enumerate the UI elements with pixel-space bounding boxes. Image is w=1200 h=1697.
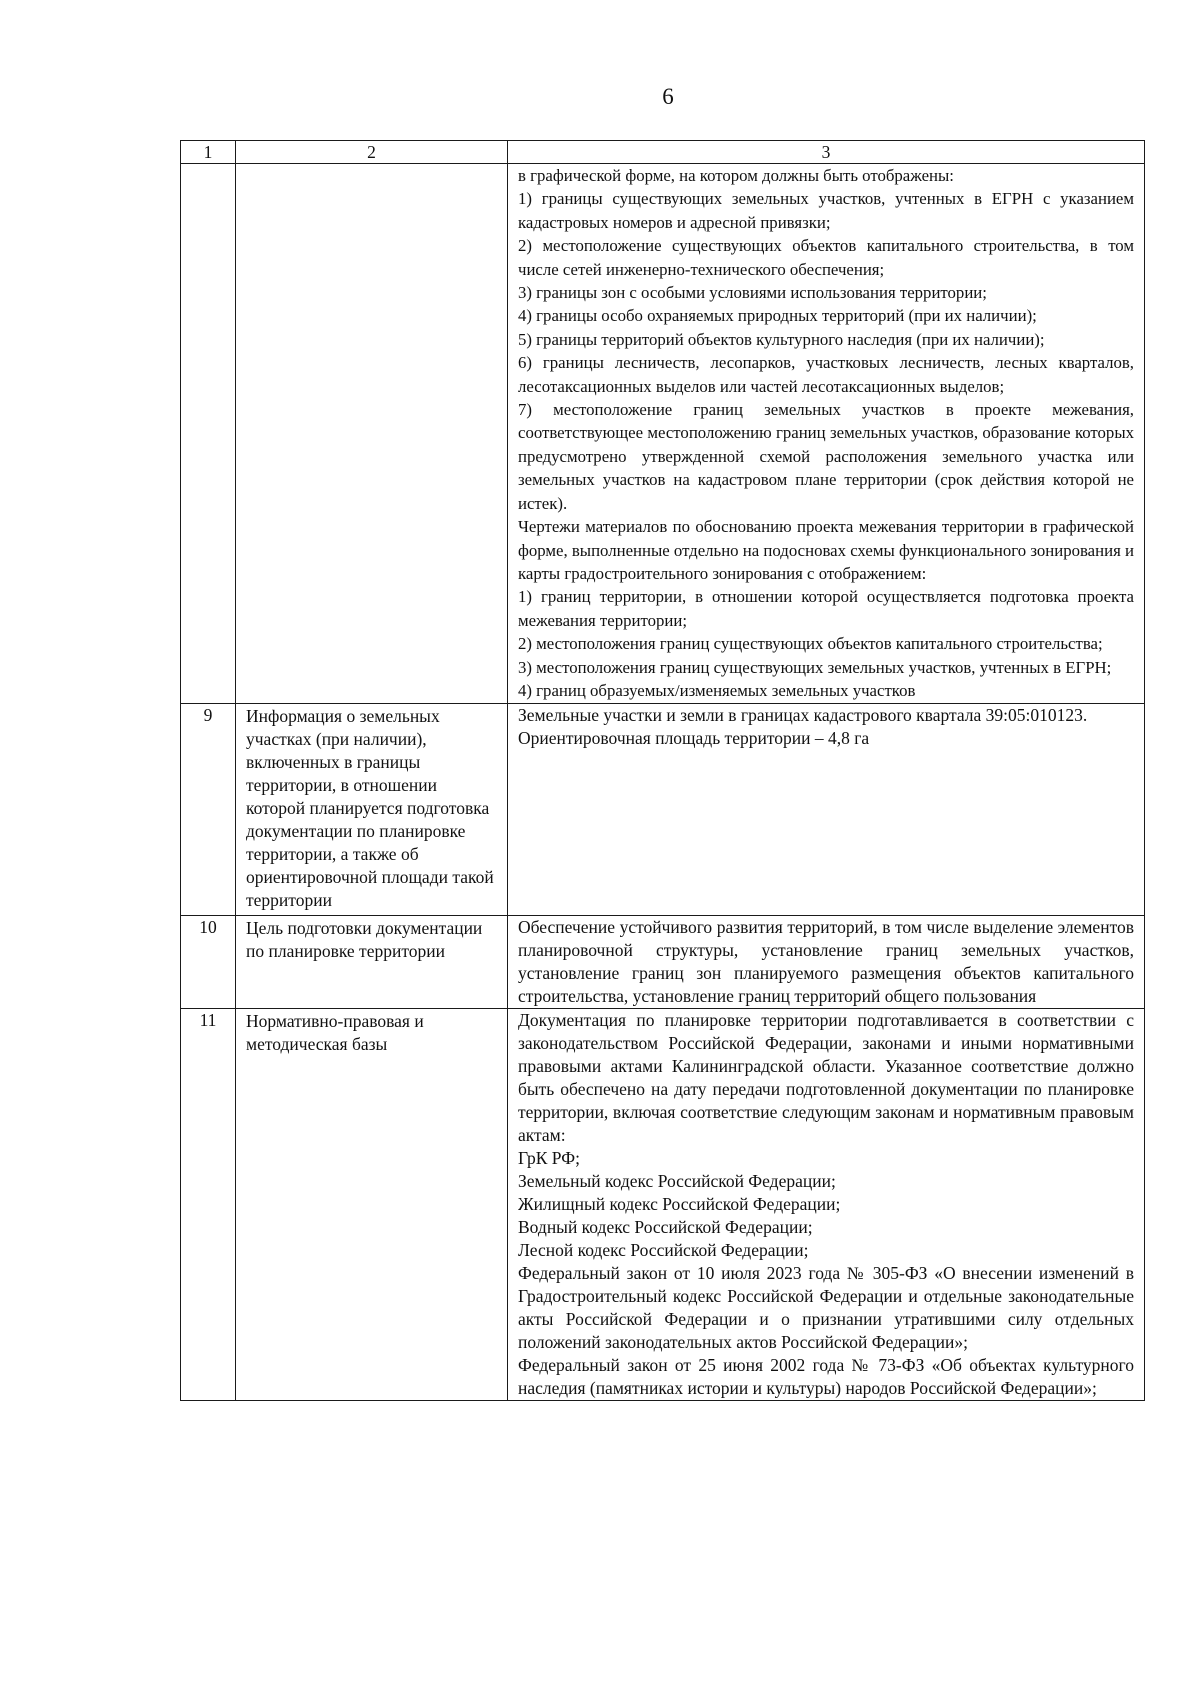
paragraph: Федеральный закон от 25 июня 2002 года № 73-ФЗ «Об объектах культурного наследия (памятниках истории и культуры) народов Российской Федерации»; bbox=[518, 1355, 1134, 1399]
paragraph: 3) местоположения границ существующих земельных участков, учтенных в ЕГРН; bbox=[518, 657, 1112, 677]
row-content bbox=[508, 704, 1145, 916]
row-content bbox=[508, 916, 1145, 1009]
paragraph: Земельные участки и земли в границах кадастрового квартала 39:05:010123. bbox=[518, 705, 1088, 726]
table-header-row bbox=[181, 141, 1145, 164]
paragraph: 2) местоположения границ существующих объектов капитального строительства; bbox=[518, 634, 1103, 654]
paragraph: 3) границы зон с особыми условиями использования территории; bbox=[518, 283, 987, 303]
paragraph: 1) границы существующих земельных участков, учтенных в ЕГРН с указанием кадастровых номеров и адресной привязки; bbox=[518, 189, 1134, 232]
row-number bbox=[181, 164, 236, 704]
paragraph: Федеральный закон от 10 июля 2023 года № 305-ФЗ «О внесении изменений в Градостроительный кодекс Российской Федерации и отдельные законодательные акты Российской Федерации и о признании утратившими силу отдельных положений законодательных актов Российской Федерации»; bbox=[518, 1263, 1134, 1353]
row-title: Цель подготовки документации по планировке территории bbox=[236, 916, 508, 1009]
paragraph: 5) границы территорий объектов культурного наследия (при их наличии); bbox=[518, 329, 1045, 349]
paragraph: 4) границы особо охраняемых природных территорий (при их наличии); bbox=[518, 306, 1037, 326]
paragraph: Документация по планировке территории подготавливается в соответствии с законодательством Российской Федерации, законами и иными нормативными правовыми актами Калининградской области. Указанное соответствие должно быть обеспечено на дату передачи подготовленной документации по планировке территории, включая соответствие следующим законам и нормативным правовым актам: bbox=[518, 1010, 1134, 1146]
paragraph: 2) местоположение существующих объектов капитального строительства, в том числе сетей инженерно-технического обеспечения; bbox=[518, 236, 1134, 279]
paragraph: Ориентировочная площадь территории – 4,8 га bbox=[518, 728, 870, 749]
row-title: Нормативно-правовая и методическая базы bbox=[236, 1009, 508, 1401]
paragraph: Земельный кодекс Российской Федерации; bbox=[518, 1171, 836, 1192]
table-row bbox=[181, 704, 1145, 916]
table-row bbox=[181, 916, 1145, 1009]
row-title: Информация о земельных участках (при наличии), включенных в границы территории, в отношении которой планируется подготовка документации по планировке территории, а также об ориентировочной площади такой территории bbox=[236, 704, 508, 916]
paragraph: 6) границы лесничеств, лесопарков, участковых лесничеств, лесных кварталов, лесотаксационных выделов или частей лесотаксационных выделов; bbox=[518, 353, 1134, 396]
paragraph: Обеспечение устойчивого развития территорий, в том числе выделение элементов планировочной структуры, установление границ земельных участков, установление границ зон планируемого размещения объектов капитального строительства, установление границ территорий общего пользования bbox=[518, 917, 1134, 1007]
header-col-2: 2 bbox=[236, 141, 508, 164]
paragraph: 4) границ образуемых/изменяемых земельных участков bbox=[518, 680, 916, 700]
table-row bbox=[181, 164, 1145, 704]
row-number: 9 bbox=[181, 704, 236, 916]
row-title bbox=[236, 164, 508, 704]
paragraph: 1) границ территории, в отношении которой осуществляется подготовка проекта межевания территории; bbox=[518, 587, 1134, 630]
header-col-1: 1 bbox=[181, 141, 236, 164]
row-content bbox=[508, 164, 1145, 704]
paragraph: Жилищный кодекс Российской Федерации; bbox=[518, 1194, 841, 1215]
paragraph: Чертежи материалов по обоснованию проекта межевания территории в графической форме, выполненные отдельно на подосновах схемы функционального зонирования и карты градостроительного зонирования с отображением: bbox=[518, 517, 1134, 583]
table-row bbox=[181, 1009, 1145, 1401]
row-number: 11 bbox=[181, 1009, 236, 1401]
paragraph: Водный кодекс Российской Федерации; bbox=[518, 1217, 813, 1238]
header-col-3: 3 bbox=[508, 141, 1145, 164]
paragraph: ГрК РФ; bbox=[518, 1148, 580, 1169]
row-number: 10 bbox=[181, 916, 236, 1009]
row-content bbox=[508, 1009, 1145, 1401]
page-number: 6 bbox=[662, 84, 674, 109]
paragraph: 7) местоположение границ земельных участков в проекте межевания, соответствующее местоположению границ земельных участков, образование которых предусмотрено утвержденной схемой расположения земельного участка или земельных участков на кадастровом плане территории (срок действия которой не истек). bbox=[518, 400, 1134, 513]
paragraph: Лесной кодекс Российской Федерации; bbox=[518, 1240, 809, 1261]
requirements-table bbox=[180, 140, 1145, 1401]
paragraph: в графической форме, на котором должны быть отображены: bbox=[518, 166, 954, 185]
